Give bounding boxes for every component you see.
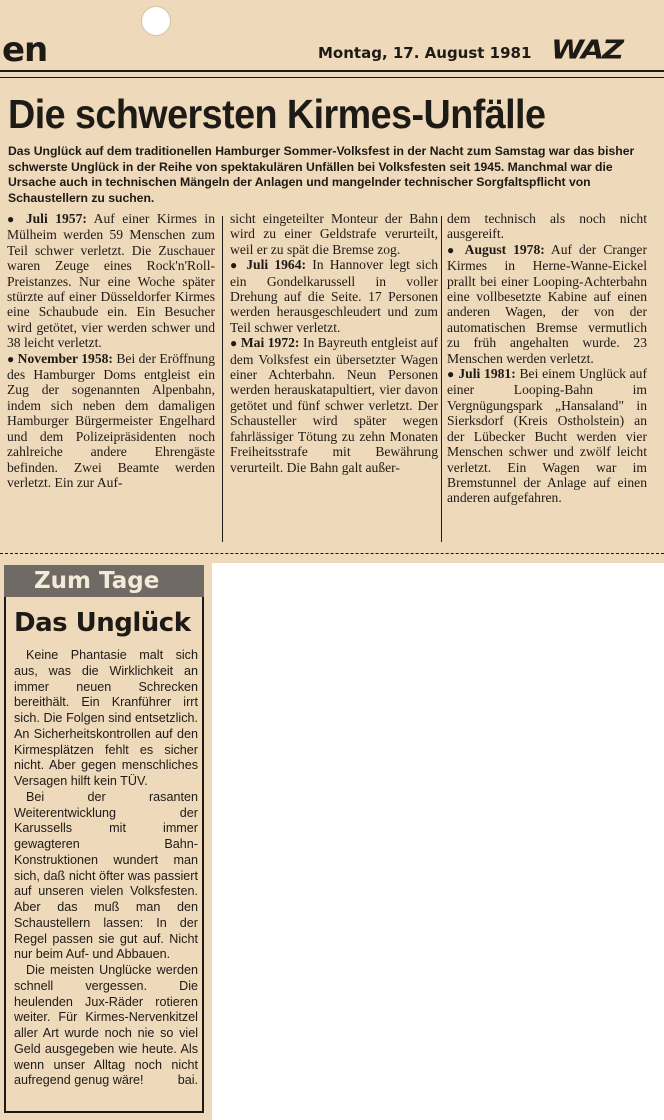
chronicle-entry (7, 211, 215, 351)
chronicle-entry (230, 257, 438, 335)
chronicle-entry (447, 211, 647, 242)
commentary-paragraph: Bei der rasanten Weiterentwicklung der Karussells mit immer gewagteren Bahn-Konstruktionen wundert man sich, daß nicht öfter was passiert auf unseren vielen Volksfesten. Aber das muß man den Schaustellern lassen: In der Regel passen sie gut auf. Nicht nur beim Auf- und Abbauen. (14, 789, 198, 962)
entry-text: In Bayreuth entgleist auf dem Volksfest ein übersetzter Wagen einer Achterbahn. Neun Personen werden herauskatapultiert, vier davon getötet und fünf schwer verletzt. Der Schausteller wird später wegen fahrlässiger Tötung zu zehn Monaten Freiheitsstrafe mit Bewährung verurteilt. Die Bahn galt außer- (230, 335, 438, 475)
commentary-paragraph-text: Die meisten Unglücke werden schnell vergessen. Die heulenden Jux-Räder rotieren weiter. Für Kirmes-Nervenkitzel aller Art wurde noch nie so viel Geld ausgegeben wie heute. Als wenn unser Alltag noch nicht aufregend genug wäre! (14, 963, 198, 1088)
entry-date: August 1978: (464, 241, 545, 257)
punch-hole (141, 6, 171, 36)
bullet-icon: ● (447, 367, 455, 382)
chronicle-entry (230, 211, 438, 257)
entry-date: Juli 1964: (246, 257, 307, 273)
commentary-paragraph (14, 963, 198, 1089)
masthead-rule-thin (0, 77, 664, 78)
article-lead: Das Unglück auf dem traditionellen Hamburger Sommer-Volksfest in der Nacht zum Samstag war das bisher schwerste Unglück in der Reihe von spektakulären Unfällen bei Volksfesten seit 1945. Manchmal war die Ursache auch in technischen Mängeln der Anlagen und mangelnder technischer Sorgfaltspflicht von Schaustellern zu suchen. (8, 144, 635, 205)
bullet-icon: ● (230, 336, 238, 351)
article-headline: Die schwersten Kirmes-Unfälle (8, 91, 546, 137)
entry-text: Auf einer Kirmes in Mülheim werden 59 Menschen zum Teil schwer verletzt. Die Zuschauer waren Zeuge eines Rock'n'Roll-Preistanzes. Nur eine Woche später stürzte auf einer Düsseldorfer Kirmes eine Schaubude ein. Ein Besucher wird getötet, vier werden schwer und 38 leicht verletzt. (7, 211, 215, 351)
chronicle-entry (447, 366, 647, 506)
entry-date: Juli 1957: (25, 211, 87, 226)
author-signature: bai. (177, 1073, 198, 1088)
entry-text: dem technisch als noch nicht ausgereift. (447, 211, 647, 242)
column-divider (222, 216, 223, 542)
commentary-banner: Zum Tage (4, 565, 204, 597)
article-column-2 (230, 211, 438, 541)
bullet-icon: ● (447, 242, 458, 257)
chronicle-entry (447, 242, 647, 366)
commentary-paragraph: Keine Phantasie malt sich aus, was die Wirklichkeit an immer neuen Schrecken bereithält. Ein Kranführer irrt sich. Die Folgen sind entsetzlich. An Sicherheitskontrollen auf den Kirmesplätzen fehlt es sicher nicht. Aber gegen menschliches Versagen hilft kein TÜV. (14, 648, 198, 788)
bullet-icon: ● (7, 212, 19, 226)
masthead-rule (0, 70, 664, 72)
entry-date: Juli 1981: (458, 366, 516, 382)
publication-date: Montag, 17. August 1981 (318, 44, 532, 62)
bullet-icon: ● (230, 258, 241, 273)
chronicle-entry (230, 335, 438, 475)
article-column-3 (447, 211, 647, 541)
entry-text: Auf der Cranger Kirmes in Herne-Wanne-Eickel prallt bei einer Looping-Achterbahn eine vollbesetzte Kabine auf einen anderen Wagen, der von der automatischen Bremse vermutlich zu früh angehalten wurde. 23 Menschen werden verletzt. (447, 241, 647, 366)
commentary-title: Das Unglück (14, 608, 191, 638)
entry-text: Bei der Eröffnung des Hamburger Doms entgleist ein Zug der sogenannten Alpenbahn, indem sich neben dem damaligen Hamburger Bürgermeister Engelhard und dem Polizeipräsidenten noch zahlreiche andere Ehrengäste befinden. Zwei Beamte werden verletzt. Ein zur Auf- (7, 350, 215, 490)
entry-date: Mai 1972: (240, 335, 300, 351)
entry-text: In Hannover legt sich ein Gondelkarussell in voller Drehung auf die Seite. 17 Personen werden herausgeschleudert und zum Teil schwer verletzt. (230, 257, 438, 335)
article-bottom-rule (0, 553, 664, 554)
column-divider (441, 216, 442, 542)
bullet-icon: ● (7, 351, 15, 366)
entry-text: sicht eingeteilter Monteur der Bahn wird zu einer Geldstrafe verurteilt, weil er zu spät die Bremse zog. (230, 211, 438, 257)
chronicle-entry (7, 351, 215, 491)
section-fragment: en (2, 30, 48, 70)
commentary-body (14, 648, 198, 1110)
article-column-1 (7, 211, 215, 541)
entry-date: November 1958: (17, 350, 113, 366)
entry-text: Bei einem Unglück auf einer Looping-Bahn im Vergnügungspark „Hansaland" in Sierksdorf (Kreis Ostholstein) an der Lübecker Bucht werden vier Menschen schwer und zwölf leicht verletzt. Ein Wagen war im Bremstunnel der Anlage auf einen anderen aufgefahren. (447, 366, 647, 506)
newspaper-logo: WAZ (551, 35, 622, 66)
